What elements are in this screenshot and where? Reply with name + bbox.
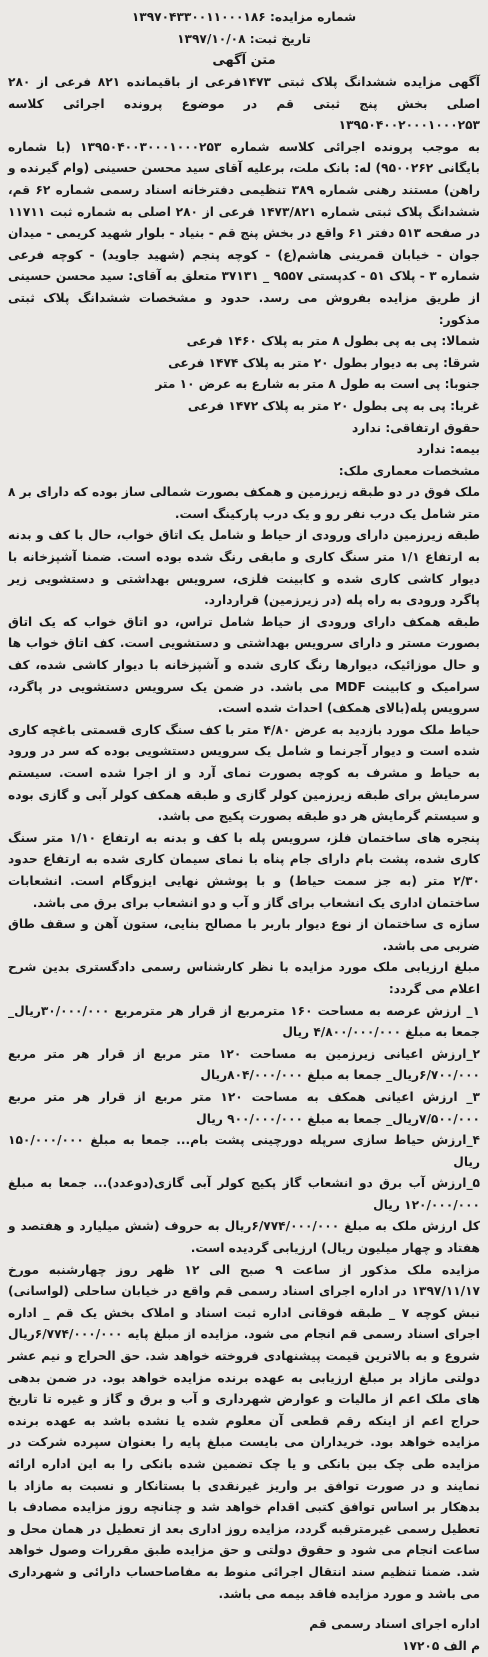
description-paragraph: ملک فوق در دو طبقه زیرزمین و همکف بصورت شمالی ساز بوده که دارای بر ۸ متر شامل یک درب نفر رو و یک درب پارکینگ است. bbox=[8, 485, 480, 521]
valuation-item: ۱_ ارزش عرصه به مساحت ۱۶۰ مترمربع از قرار هر مترمربع ۳۰/۰۰۰/۰۰۰ریال_ جمعا به مبلغ ۴/۸۰۰/۰۰۰/۰۰۰ ریال bbox=[8, 1003, 480, 1040]
description-paragraph: حیاط ملک مورد بازدید به عرض ۴/۸۰ متر با کف سنگ کاری قسمتی باغچه کاری شده است و دیوار آجرنما و شامل یک سرویس دستشویی بوده که سر در ورود به حیاط و مشرف به کوچه بصورت نمای آرد و از اجرا شده است. سیستم سرمایش برای طبقه زیرزمین کولر گازی و طبقه همکف کولر آبی و گازی بوده و سیستم گرمایش هر دو طبقه بصورت پکیج می باشد. bbox=[8, 722, 481, 824]
notice-footer bbox=[8, 1613, 480, 1657]
notice-header bbox=[8, 6, 480, 50]
valuation-item: ۴_ارزش حیاط سازی سرپله دورچینی پشت بام... جمعا به مبلغ ۱۵۰/۰۰۰/۰۰۰ ریال bbox=[8, 1133, 480, 1169]
description-paragraph: سازه ی ساختمان از نوع دیوار باربر با مصالح بنایی، ستون آهن و سقف طاق ضربی می باشد. bbox=[8, 917, 480, 953]
valuation-item: ۳_ ارزش اعیانی همکف به مساحت ۱۲۰ متر مربع از قرار هر متر مربع ۷/۵۰۰/۰۰۰ریال_ جمعا به مبلغ ۹۰۰/۰۰۰/۰۰۰ ریال bbox=[8, 1089, 480, 1126]
valuation-list bbox=[8, 1001, 480, 1260]
notice-body-main: به موجب پرونده اجرائی کلاسه شماره ۱۳۹۵۰۴۰۰۳۰۰۰۱۰۰۰۲۵۳ (با شماره بایگانی ۹۵۰۰۲۶۲) له: بانک ملت، برعلیه آقای سید محسن حسینی (وام گیرنده و راهن) مستند رهنی شماره ۳۸۹ تنظیمی دفترخانه اسناد رسمی شماره ۶۲ قم، ششدانگ پلاک ثبتی شماره ۱۴۷۳/۸۲۱ فرعی از ۲۸۰ اصلی به شماره ثبت ۱۱۷۱۱ در صفحه ۵۱۳ دفتر ۶۱ واقع در بخش پنج قم - بنیاد - بلوار شهید کریمی - میدان جوان - خیابان قمرینی هاشم(ع) - کوچه پنجم (شهید جاوید) - کوچه فرعی شماره ۳ - پلاک ۵۱ - کدپستی ۹۵۵۷ _ ۳۷۱۳۱ متعلق به آقای: سید محسن حسینی از طریق مزایده بفروش می رسد. حدود و مشخصات ششدانگ پلاک ثبتی مذکور: bbox=[8, 139, 481, 327]
easement-rights: حقوق ارتفاقی: ندارد bbox=[352, 420, 480, 435]
notice-intro: آگهی مزایده ششدانگ پلاک ثبتی ۱۴۷۳فرعی از باقیمانده ۸۲۱ فرعی از ۲۸۰ اصلی بخش پنج ثبتی قم در موضوع پرونده اجرائی کلاسه ۱۳۹۵۰۴۰۰۲۰۰۰۱۰۰۰۲۵۳ bbox=[8, 75, 480, 133]
registration-date: تاریخ ثبت: ۱۳۹۷/۱۰/۰۸ bbox=[177, 32, 311, 46]
boundary-east: شرقا: پی به دیوار بطول ۲۰ متر به پلاک ۱۴۷۴ فرعی bbox=[168, 355, 480, 370]
notice-title: متن آگهی bbox=[212, 53, 276, 68]
valuation-item: ۵_ارزش آب برق دو انشعاب گاز پکیج کولر آبی گازی(دوعدد)... جمعا به مبلغ ۱۲۰/۰۰۰/۰۰۰ ریال bbox=[8, 1176, 480, 1212]
boundary-west: غربا: پی به پی بطول ۲۰ متر به پلاک ۱۴۷۲ فرعی bbox=[187, 398, 480, 413]
description-paragraph: طبقه همکف دارای ورودی از حیاط شامل تراس، دو اتاق خواب که یک اتاق بصورت مستر و دارای سرویس بهداشتی و دستشویی است. کف اتاق خواب ها و حال موزائیک، دیوارها رنگ کاری شده و آشپزخانه با دیوار کاشی شده، کف سرامیک و کابینت MDF می باشد. در ضمن یک سرویس دستشویی در پاگرد، سرویس پله(بالای همکف) احداث شده است. bbox=[8, 614, 481, 716]
description-paragraph: پنجره های ساختمان فلز، سرویس پله با کف و بدنه به ارتفاع ۱/۱۰ متر سنگ کاری شده، پشت بام دارای جام پناه با نمای سیمان کاری شده به ارتفاع حدود ۲/۳۰ متر (به جز سمت حیاط) و با پوشش نهایی ایزوگام است. انشعابات ساختمان اداری یک انشعاب برای گاز و آب و دو انشعاب برای برق می باشد. bbox=[8, 830, 481, 910]
valuation-item: ۲_ارزش اعیانی زیرزمین به مساحت ۱۲۰ متر مربع از قرار هر متر مربع ۶/۷۰۰/۰۰۰ریال_ جمعا به مبلغ ۸۰۴/۰۰۰/۰۰۰ریال bbox=[8, 1046, 480, 1083]
valuation-total: کل ارزش ملک به مبلغ ۶/۷۷۴/۰۰۰/۰۰۰ریال به حروف (شش میلیارد و هفتصد و هفتاد و چهار میلیون ریال) ارزیابی گردیده است. bbox=[8, 1219, 481, 1256]
boundary-south: جنوبا: پی است به طول ۸ متر به شارع به عرض ۱۰ متر bbox=[155, 377, 480, 392]
footer-office: اداره اجرای اسناد رسمی قم bbox=[309, 1617, 480, 1632]
auction-number: شماره مزایده: ۱۳۹۷۰۴۳۳۰۰۱۱۰۰۰۱۸۶ bbox=[131, 10, 357, 24]
architecture-heading: مشخصات معماری ملک: bbox=[338, 463, 480, 478]
boundary-north: شمالا: پی به پی بطول ۸ متر به پلاک ۱۴۶۰ فرعی bbox=[186, 334, 480, 349]
insurance: بیمه: ندارد bbox=[416, 442, 480, 457]
property-description bbox=[8, 482, 480, 1000]
description-paragraph: طبقه زیرزمین دارای ورودی از حیاط و شامل یک اتاق خواب، حال با کف و بدنه به ارتفاع ۱/۱ متر سنگ کاری و مابقی رنگ شده بوده است. ضمنا آشپزخانه با دیوار کاشی کاری شده و کابینت فلزی، سرویس بهداشتی و دستشویی زیر پاگرد ورودی به راه پله (در زیرزمین) قراردارد. bbox=[8, 528, 480, 608]
footer-code: م الف ۱۷۲۰۵ bbox=[402, 1639, 480, 1654]
description-paragraph: مبلغ ارزیابی ملک مورد مزایده با نظر کارشناس رسمی دادگستری بدین شرح اعلام می گردد: bbox=[8, 960, 480, 996]
auction-terms: مزایده ملک مذکور از ساعت ۹ صبح الی ۱۲ ظهر روز چهارشنبه مورخ ۱۳۹۷/۱۱/۱۷ در اداره اجرای اسناد رسمی قم واقع در خیابان ساحلی (لواسانی) نبش کوچه ۷ _ طبقه فوقانی اداره ثبت اسناد و املاک بخش یک قم _ اداره اجرای اسناد رسمی قم انجام می شود. مزایده از مبلغ پایه ۶/۷۷۴/۰۰۰/۰۰۰ریال شروع و به بالاترین قیمت پیشنهادی فروخته خواهد شد. حق الحراج و نیم عشر دولتی مازاد بر مبلغ ارزیابی به عهده برنده مزایده خواهد بود. در ضمن بدهی های ملک اعم از مالیات و عوارض شهرداری و آب و برق و گاز و غیره تا تاریخ حراج اعم از اینکه رقم قطعی آن معلوم شده یا نشده باشد به عهده برنده مزایده خواهد بود. خریداران می بایست مبلغ پایه را بعنوان سپرده شرکت در مزایده طی چک بین بانکی و یا چک تضمین شده بانکی را به این اداره ارائه نمایند و در صورت توافق بر واریز غیرنقدی با بستانکار و نسبت به مازاد با بدهکار بر اساس توافق کتبی اقدام خواهد شد و چنانچه روز مزایده مصادف با تعطیل رسمی غیرمترقبه گردد، مزایده روز اداری بعد از تعطیل در همان محل و ساعت انجام می شود و حقوق دولتی و حق مزایده طبق مقررات وصول خواهد شد. ضمنا تنظیم سند انتقال اجرائی منوط به مفاصاحساب دارائی و شهرداری می باشد و مورد مزایده فاقد بیمه می باشد. bbox=[8, 1262, 480, 1601]
boundaries-list bbox=[8, 331, 480, 482]
